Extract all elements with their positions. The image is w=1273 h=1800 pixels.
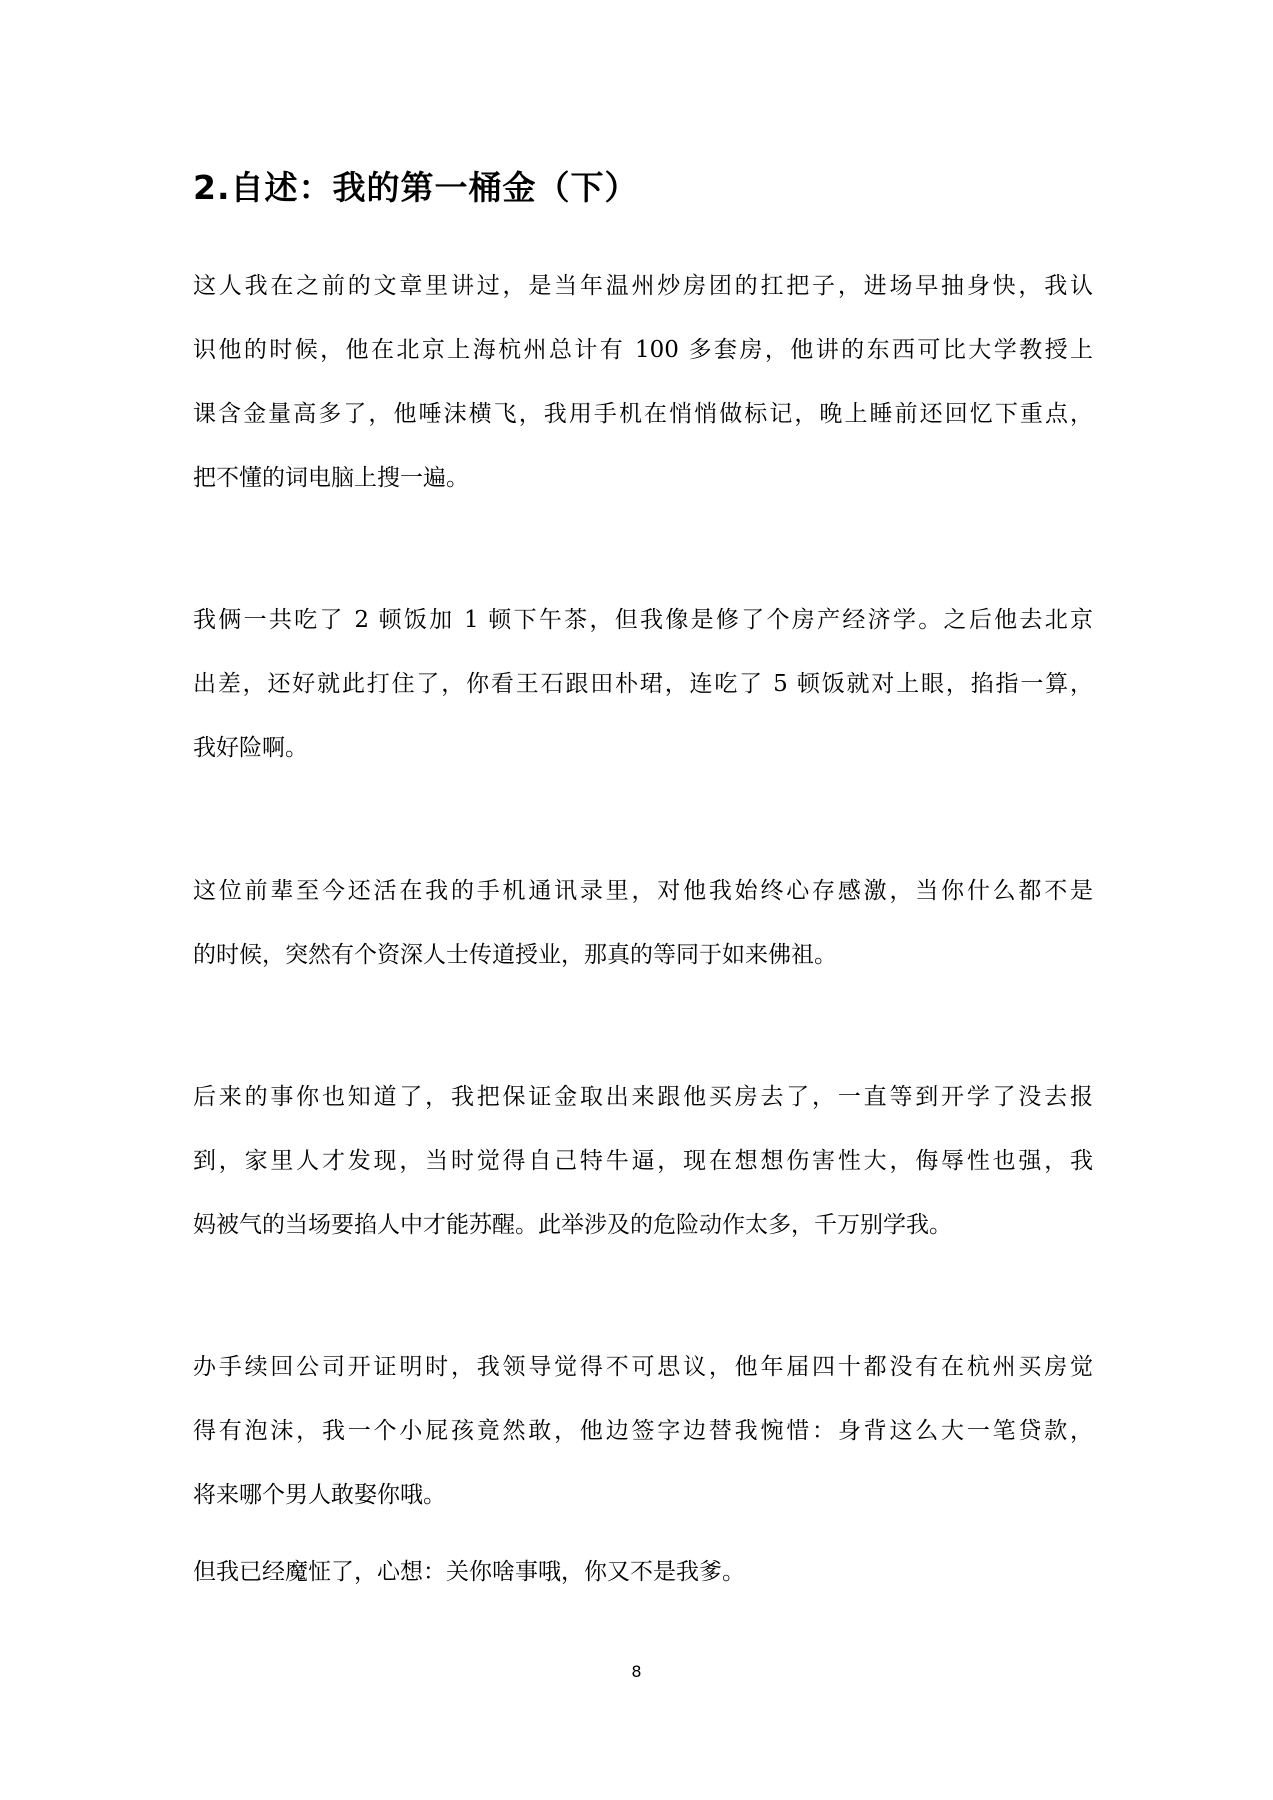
section-heading: 2.自述：我的第一桶金（下） [193, 168, 639, 207]
paragraph-line: 出差，还好就此打住了，你看王石跟田朴珺，连吃了 5 顿饭就对上眼，掐指一算， [193, 671, 1093, 697]
paragraph-4 [193, 1065, 1093, 1257]
paragraph-5 [193, 1335, 1093, 1527]
paragraph-line: 这人我在之前的文章里讲过，是当年温州炒房团的扛把子，进场早抽身快，我认 [193, 273, 1093, 299]
paragraph-line: 到，家里人才发现，当时觉得自己特牛逼，现在想想伤害性大，侮辱性也强，我 [193, 1148, 1093, 1174]
paragraph-line: 但我已经魔怔了，心想：关你啥事哦，你又不是我爹。 [193, 1559, 745, 1585]
paragraph-line: 的时候，突然有个资深人士传道授业，那真的等同于如来佛祖。 [193, 942, 837, 968]
paragraph-2 [193, 588, 1093, 780]
paragraph-line: 这位前辈至今还活在我的手机通讯录里，对他我始终心存感激，当你什么都不是 [193, 878, 1093, 904]
paragraph-line: 识他的时候，他在北京上海杭州总计有 100 多套房，他讲的东西可比大学教授上 [193, 337, 1093, 363]
page-number: 8 [631, 1662, 642, 1681]
paragraph-line: 后来的事你也知道了，我把保证金取出来跟他买房去了，一直等到开学了没去报 [193, 1084, 1093, 1110]
paragraph-line: 我好险啊。 [193, 735, 308, 761]
paragraph-line: 办手续回公司开证明时，我领导觉得不可思议，他年届四十都没有在杭州买房觉 [193, 1354, 1093, 1380]
paragraph-line: 将来哪个男人敢娶你哦。 [193, 1482, 446, 1508]
paragraph-line: 课含金量高多了，他唾沫横飞，我用手机在悄悄做标记，晚上睡前还回忆下重点， [193, 401, 1093, 427]
paragraph-line: 我俩一共吃了 2 顿饭加 1 顿下午茶，但我像是修了个房产经济学。之后他去北京 [193, 607, 1093, 633]
paragraph-line: 把不懂的词电脑上搜一遍。 [193, 465, 469, 491]
paragraph-line: 得有泡沫，我一个小屁孩竟然敢，他边签字边替我惋惜：身背这么大一笔贷款， [193, 1418, 1093, 1444]
paragraph-1 [193, 254, 1093, 510]
paragraph-3 [193, 859, 1093, 987]
paragraph-6 [193, 1540, 1093, 1604]
paragraph-line: 妈被气的当场要掐人中才能苏醒。此举涉及的危险动作太多，千万别学我。 [193, 1212, 952, 1238]
